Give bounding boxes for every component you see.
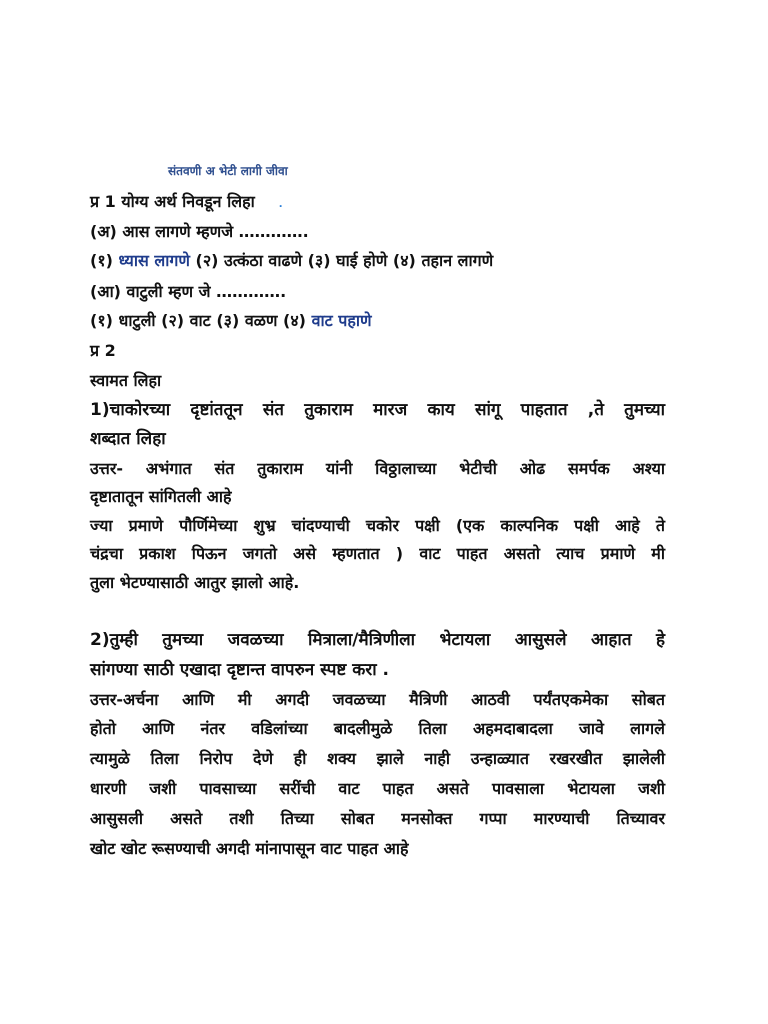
a2-1-line-1: उत्तर- अभंगात संत तुकाराम यांनी विठ्ठालाच्या भेटीची ओढ समर्पक अश्या: [90, 459, 665, 478]
q1-a-answer: ध्यास लागणे: [118, 251, 190, 270]
q1-b-prompt: (आ) वाटुली म्हण जे ………….: [90, 282, 287, 301]
q1-heading-mark: .: [278, 199, 283, 210]
q2-1-line-1: 1)चाकोरच्या दृष्टांततून संत तुकाराम मारज काय सांगू पाहतात ,ते तुमच्या: [90, 400, 665, 420]
document-title: संतवणी अ भेटी लागी जीवा: [168, 164, 288, 178]
a2-2-line-2: होतो आणि नंतर वडिलांच्या बादलीमुळे तिला अहमदाबादला जावे लागले: [90, 719, 665, 738]
a2-1-line-5: तुला भेटण्यासाठी आतुर झालो आहे.: [90, 573, 300, 592]
a2-2-line-4: धारणी जशी पावसाच्या सरींची वाट पाहत असते पावसाला भेटायला जशी: [90, 779, 665, 798]
a2-1-line-3: ज्या प्रमाणे पौर्णिमेच्या शुभ्र चांदण्याची चकोर पक्षी (एक काल्पनिक पक्षी आहे ते: [90, 516, 665, 535]
q1-b-answer: वाट पहाणे: [311, 311, 372, 330]
a2-2-line-5: आसुसली असते तशी तिच्या सोबत मनसोक्त गप्पा मारण्याची तिच्यावर: [90, 809, 665, 828]
q1-b-options: [90, 311, 372, 331]
q1-heading: [90, 192, 283, 215]
q2-2-line-2: सांगण्या साठी एखादा दृष्टान्त वापरुन स्पष्ट करा .: [90, 660, 390, 680]
a2-2-line-1: उत्तर-अर्चना आणि मी अगदी जवळच्या मैत्रिणी आठवी पर्यंतएकमेका सोबत: [90, 690, 665, 709]
q2-2-line-1: 2)तुम्ही तुमच्या जवळच्या मित्राला/मैत्रिणीला भेटायला आसुसले आहात हे: [90, 630, 665, 650]
q1-a-opt1-num: (१): [90, 251, 113, 270]
q1-a-options: [90, 251, 493, 271]
a2-2-line-3: त्यामुळे तिला निरोप देणे ही शक्य झाले नाही उन्हाळ्यात रखरखीत झालेली: [90, 749, 665, 768]
q1-heading-text: प्र 1 योग्य अर्थ निवडून लिहा: [90, 192, 255, 211]
q1-b-opts: (१) धाटुली (२) वाट (३) वळण (४): [90, 311, 306, 330]
a2-2-line-6: खोट खोट रूसण्याची अगदी मांनापासून वाट पाहत आहे: [90, 839, 409, 858]
a2-1-line-4: चंद्रचा प्रकाश पिऊन जगतो असे म्हणतात ) वाट पाहत असतो त्याच प्रमाणे मी: [90, 544, 665, 563]
q2-1-line-2: शब्दात लिहा: [90, 429, 166, 449]
q2-subheading: स्वामत लिहा: [90, 371, 162, 390]
q1-a-other-options: (२) उत्कंठा वाढणे (३) घाई होणे (४) तहान लागणे: [195, 251, 494, 270]
a2-1-line-2: दृष्टातातून सांगितली आहे: [90, 487, 232, 506]
q1-a-prompt: (अ) आस लागणे म्हणजे ………….: [90, 222, 309, 241]
q2-heading: प्र 2: [90, 341, 116, 360]
